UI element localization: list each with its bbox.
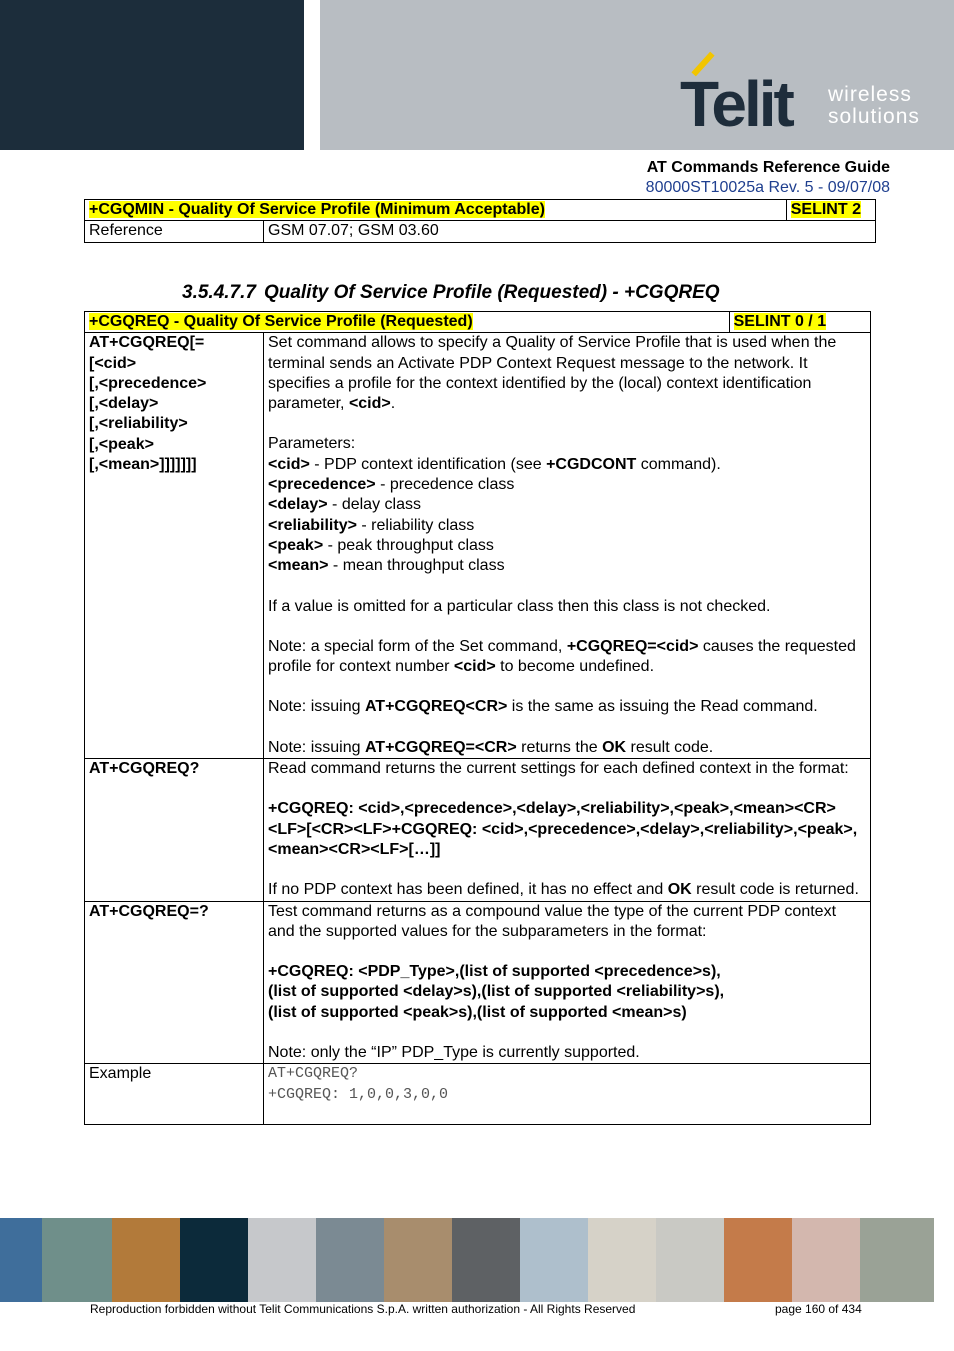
section-number: 3.5.4.7.7 [182,282,256,303]
table-title: +CGQREQ - Quality Of Service Profile (Requested) [89,313,473,330]
cgqmin-table [84,199,876,243]
param-name: <delay> [268,496,328,514]
table-title-cell [85,312,730,333]
text: Set command allows to specify a Quality of Service Profile that is used when the terminal sends an Activate PDP Context Request message to the network. It specifies a profile for the context identified by the (local) context identification parameter, [268,334,837,413]
text: Note: a special form of the Set command, [268,637,567,655]
selint-cell [729,312,870,333]
text-bold: <cid> [453,658,496,676]
set-command-line: [<cid> [89,354,137,372]
param-desc: - reliability class [356,516,475,534]
param-desc: - PDP context identification (see [309,455,547,473]
param-mean [268,556,866,576]
parameters-label: Parameters: [268,435,356,453]
example-label: Example [85,1064,264,1125]
table-row [85,759,871,901]
test-format-line: (list of supported <delay>s),(list of supported <reliability>s), [268,983,725,1001]
photo-tile [860,1218,934,1302]
selint-cell [786,200,875,221]
text: . [390,395,396,413]
logo-wordmark: Telit [680,68,792,140]
text: causes the requested profile for context number [268,637,856,676]
section-heading [182,282,720,304]
table-title: +CGQMIN - Quality Of Service Profile (Minimum Acceptable) [89,201,545,218]
table-header-row [85,312,871,333]
selint-badge: SELINT 2 [790,201,861,218]
logo-tagline [828,84,920,128]
read-command: AT+CGQREQ? [85,759,264,901]
set-description [268,333,866,414]
text-bold: AT+CGQREQ=<CR> [364,738,517,756]
read-description: Read command returns the current settings for each defined context in the format: [268,760,849,778]
photo-tile [0,1218,42,1302]
read-note [268,880,866,900]
header-dark-panel [0,0,304,150]
set-description-cell [264,333,871,759]
photo-tile [316,1218,384,1302]
text: Note: issuing [268,738,365,756]
test-format-line: (list of supported <peak>s),(list of supported <mean>s) [268,1003,687,1021]
document-subtitle: 80000ST10025a Rev. 5 - 09/07/08 [645,179,890,196]
param-name: <precedence> [268,476,376,494]
test-description-cell [264,901,871,1064]
text-bold: OK [602,738,627,756]
photo-tile [452,1218,520,1302]
photo-tile [384,1218,452,1302]
param-desc-end: command). [636,455,721,473]
test-description: Test command returns as a compound value the type of the current PDP context and the supported values for the subparameters in the format: [268,902,837,940]
set-command-line: AT+CGQREQ[= [89,334,205,352]
table-row [85,333,871,759]
reference-label: Reference [85,221,264,242]
set-command-line: [,<reliability> [89,415,188,433]
param-name: <peak> [268,536,324,554]
logo-tagline-line-1: wireless [828,83,912,106]
text-bold: AT+CGQREQ<CR> [364,698,508,716]
set-command-line: [,<mean>]]]]]]] [89,456,197,474]
table-title-cell [85,200,787,221]
text-bold: +CGQREQ=<cid> [566,637,699,655]
example-line: +CGQREQ: 1,0,0,3,0,0 [268,1085,449,1103]
test-command: AT+CGQREQ=? [85,901,264,1064]
omit-note: If a value is omitted for a particular class then this class is not checked. [268,597,771,615]
photo-tile [520,1218,588,1302]
param-delay [268,495,866,515]
param-desc: - mean throughput class [328,557,505,575]
photo-tile [180,1218,248,1302]
footer-copyright: Reproduction forbidden without Telit Communications S.p.A. written authorization - All Rights Reserved [90,1302,636,1316]
photo-tile [656,1218,724,1302]
text: to become undefined. [495,658,655,676]
param-cid [268,455,866,475]
param-desc: - delay class [327,496,421,514]
text: Note: issuing [268,698,365,716]
logo-tagline-line-2: solutions [828,105,920,128]
cgqreq-table [84,311,871,1125]
text: If no PDP context has been defined, it has no effect and [268,881,668,899]
param-name: <mean> [268,557,329,575]
param-name: <cid> [268,455,310,473]
text: returns the [516,738,603,756]
text: result code. [626,738,714,756]
set-command-line: [,<peak> [89,435,154,453]
text-bold: OK [667,881,692,899]
text-bold: <cid> [348,395,391,413]
text: is the same as issuing the Read command. [507,698,818,716]
photo-tile [792,1218,860,1302]
reference-value: GSM 07.07; GSM 03.60 [264,221,876,242]
footer-page-number: page 160 of 434 [775,1302,862,1316]
photo-tile [112,1218,180,1302]
set-command-cell [85,333,264,759]
param-ref: +CGDCONT [546,455,637,473]
param-desc: - peak throughput class [323,536,494,554]
table-row [85,221,876,242]
note-read [268,697,866,717]
set-command-line: [,<precedence> [89,374,207,392]
example-line: AT+CGQREQ? [268,1065,359,1083]
selint-badge: SELINT 0 / 1 [733,313,827,330]
note-undefined [268,637,866,678]
param-name: <reliability> [268,516,357,534]
read-format: +CGQREQ: <cid>,<precedence>,<delay>,<reliability>,<peak>,<mean><CR><LF>[<CR><LF>+CGQREQ: <cid>,<precedence>,<delay>,<reliability>,<peak>,<mean><CR><LF>[…]] [268,800,858,858]
photo-tile [42,1218,112,1302]
param-peak [268,536,866,556]
example-cell [264,1064,871,1125]
set-command-line: [,<delay> [89,395,159,413]
param-desc: - precedence class [375,476,515,494]
table-header-row [85,200,876,221]
table-row [85,901,871,1064]
document-title: AT Commands Reference Guide [646,159,890,176]
param-precedence [268,475,866,495]
photo-tile [588,1218,656,1302]
table-row [85,1064,871,1125]
read-description-cell [264,759,871,901]
test-note: Note: only the “IP” PDP_Type is currently supported. [268,1044,640,1062]
section-title: Quality Of Service Profile (Requested) - +CGQREQ [263,282,720,303]
footer-photo-strip [0,1218,954,1302]
photo-tile [248,1218,316,1302]
text: result code is returned. [691,881,859,899]
photo-tile [724,1218,792,1302]
param-reliability [268,516,866,536]
test-format-line: +CGQREQ: <PDP_Type>,(list of supported <precedence>s), [268,963,721,981]
note-ok [268,738,866,758]
